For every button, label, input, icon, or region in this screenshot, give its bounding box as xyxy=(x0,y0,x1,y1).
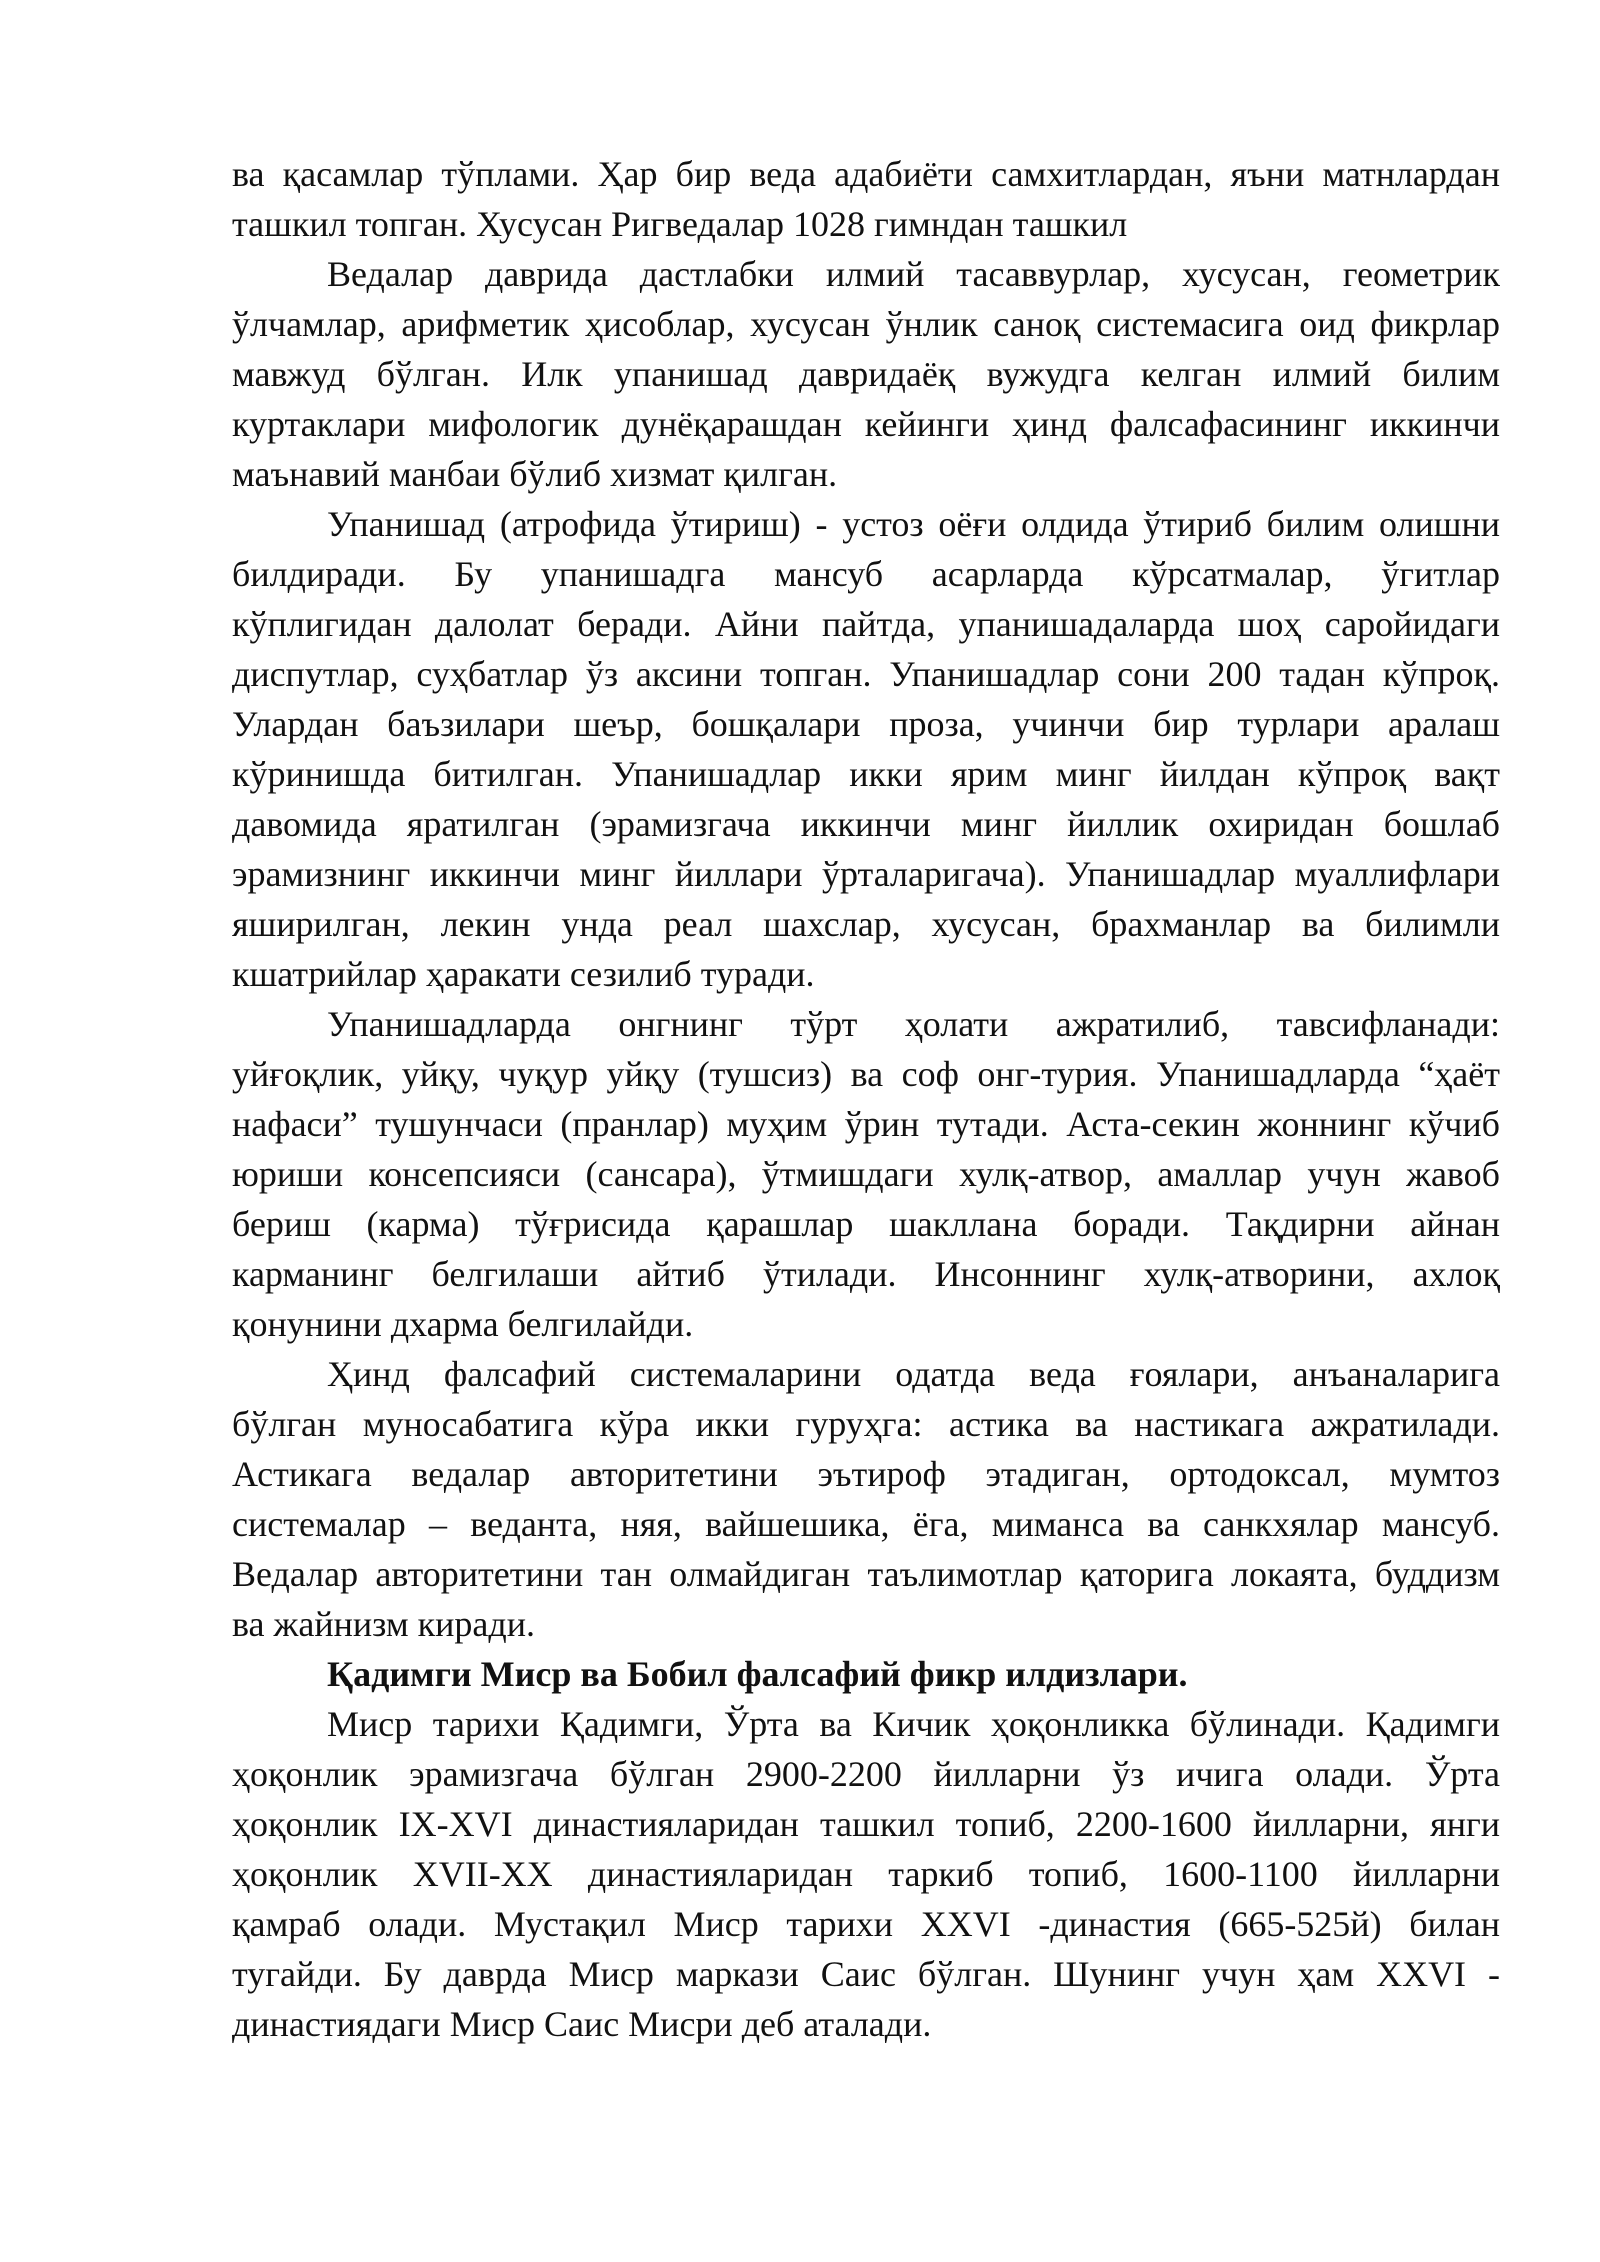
text-line: қонунини дхарма белгилайди. xyxy=(232,1304,694,1344)
text-line: системалар – веданта, няя, вайшешика, ёга, миманса ва санкхялар мансуб. xyxy=(232,1504,1500,1544)
text-line: династиядаги Миср Саис Мисри деб аталади. xyxy=(232,2004,932,2044)
text-line: Ведалар авторитетини тан олмайдиган таълимотлар қаторига локаята, буддизм xyxy=(232,1554,1500,1594)
text-line: билдиради. Бу упанишадга мансуб асарларда кўрсатмалар, ўгитлар xyxy=(232,554,1500,594)
text-line: давомида яратилган (эрамизгача иккинчи минг йиллик охиридан бошлаб xyxy=(232,804,1500,844)
text-line: ўлчамлар, арифметик ҳисоблар, хусусан ўнлик саноқ системасига оид фикрлар xyxy=(232,304,1500,344)
text-line: ҳоқонлик XVII-XX династияларидан таркиб топиб, 1600-1100 йилларни xyxy=(232,1854,1500,1894)
text-line: кўплигидан далолат беради. Айни пайтда, упанишадаларда шоҳ саройидаги xyxy=(232,604,1500,644)
text-line: ҳоқонлик IX-XVI династияларидан ташкил топиб, 2200-1600 йилларни, янги xyxy=(232,1804,1500,1844)
text-line: эрамизнинг иккинчи минг йиллари ўрталаригача). Упанишадлар муаллифлари xyxy=(232,854,1500,894)
text-line: Астикага ведалар авторитетини эътироф этадиган, ортодоксал, мумтоз xyxy=(232,1454,1500,1494)
text-line: диспутлар, суҳбатлар ўз аксини топган. Упанишадлар сони 200 тадан кўпроқ. xyxy=(232,654,1500,694)
section-heading: Қадимги Миср ва Бобил фалсафий фикр илдизлари. xyxy=(327,1654,1188,1694)
text-line: юриши консепсияси (сансара), ўтмишдаги хулқ-атвор, амаллар учун жавоб xyxy=(232,1154,1500,1194)
text-line: Ведалар даврида дастлабки илмий тасаввурлар, хусусан, геометрик xyxy=(327,254,1500,294)
text-line: бериш (карма) тўғрисида қарашлар шакллана боради. Тақдирни айнан xyxy=(232,1204,1500,1244)
text-line: уйғоқлик, уйқу, чуқур уйқу (тушсиз) ва соф онг-турия. Упанишадларда “ҳаёт xyxy=(232,1054,1500,1094)
text-line: ва қасамлар тўплами. Ҳар бир веда адабиёти самхитлардан, яъни матнлардан xyxy=(232,154,1500,194)
text-line: кшатрийлар ҳаракати сезилиб туради. xyxy=(232,954,815,994)
text-line: маънавий манбаи бўлиб хизмат қилган. xyxy=(232,454,838,494)
paragraph xyxy=(232,1349,1500,1649)
text-line: Упанишад (атрофида ўтириш) - устоз оёғи олдида ўтириб билим олишни xyxy=(327,504,1500,544)
text-line: мавжуд бўлган. Илк упанишад давридаёқ вужудга келган илмий билим xyxy=(232,354,1500,394)
text-line: Упанишадларда онгнинг тўрт ҳолати ажратилиб, тавсифланади: xyxy=(327,1004,1500,1044)
paragraph xyxy=(232,499,1500,999)
text-line: тугайди. Бу даврда Миср маркази Саис бўлган. Шунинг учун ҳам XXVI - xyxy=(232,1954,1500,1994)
text-line: Ҳинд фалсафий системаларини одатда веда ғоялари, анъаналарига xyxy=(327,1354,1500,1394)
text-line: ва жайнизм киради. xyxy=(232,1604,535,1644)
text-line: яширилган, лекин унда реал шахслар, хусусан, брахманлар ва билимли xyxy=(232,904,1500,944)
text-line: Улардан баъзилари шеър, бошқалари проза, учинчи бир турлари аралаш xyxy=(232,704,1500,744)
text-line: ташкил топган. Хусусан Ригведалар 1028 гимндан ташкил xyxy=(232,204,1128,244)
text-line: Миср тарихи Қадимги, Ўрта ва Кичик ҳоқонликка бўлинади. Қадимги xyxy=(327,1704,1500,1744)
text-line: нафаси” тушунчаси (пранлар) муҳим ўрин тутади. Аста-секин жоннинг кўчиб xyxy=(232,1104,1500,1144)
text-line: карманинг белгилаши айтиб ўтилади. Инсоннинг хулқ-атворини, ахлоқ xyxy=(232,1254,1500,1294)
paragraph xyxy=(232,249,1500,499)
paragraph xyxy=(232,1699,1500,2049)
text-line: куртаклари мифологик дунёқарашдан кейинги ҳинд фалсафасининг иккинчи xyxy=(232,404,1500,444)
text-line: қамраб олади. Мустақил Миср тарихи XXVI -династия (665-525й) билан xyxy=(232,1904,1500,1944)
paragraph xyxy=(232,999,1500,1349)
text-line: кўринишда битилган. Упанишадлар икки ярим минг йилдан кўпроқ вақт xyxy=(232,754,1500,794)
body-text xyxy=(232,149,1500,2049)
paragraph xyxy=(232,149,1500,249)
text-line: ҳоқонлик эрамизгача бўлган 2900-2200 йилларни ўз ичига олади. Ўрта xyxy=(232,1754,1500,1794)
text-line: бўлган муносабатига кўра икки гуруҳга: астика ва настикага ажратилади. xyxy=(232,1404,1500,1444)
